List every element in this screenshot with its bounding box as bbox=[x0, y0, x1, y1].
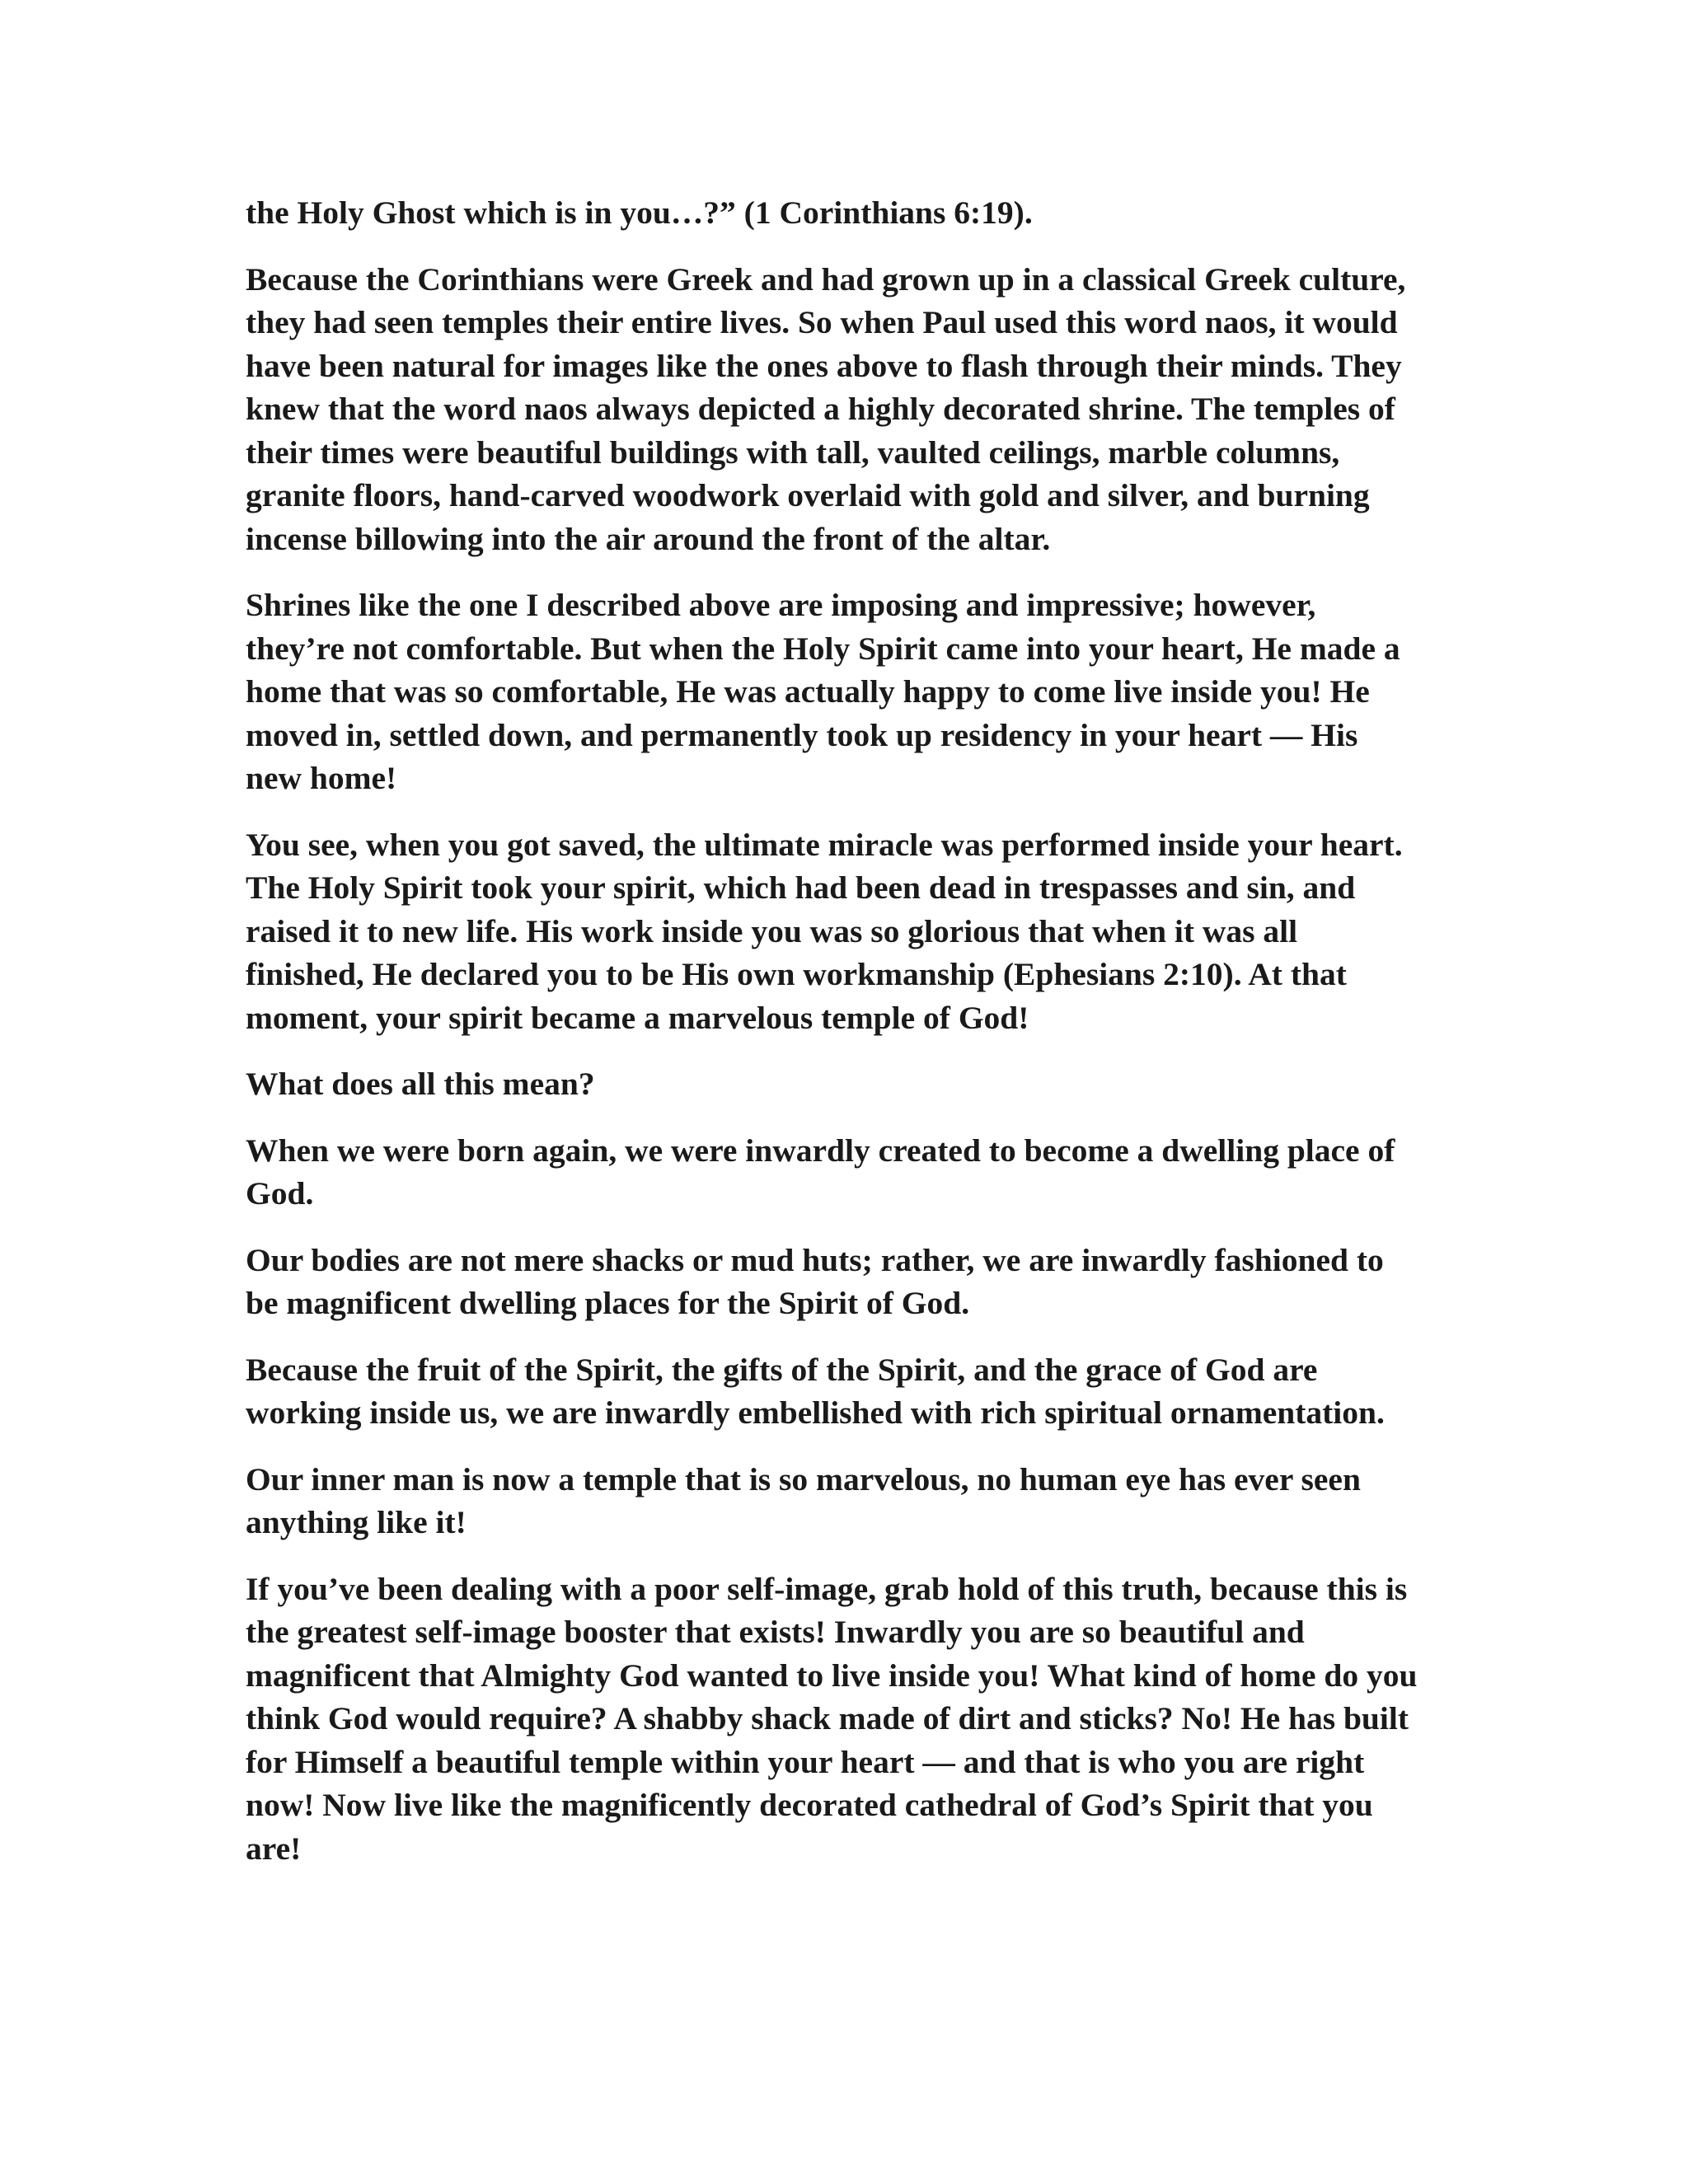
text-line: working inside us, we are inwardly embellished with rich spiritual ornamentation. bbox=[246, 1394, 1385, 1431]
text-line: God. bbox=[246, 1175, 314, 1212]
text-line: incense billowing into the air around the front of the altar. bbox=[246, 520, 1051, 557]
paragraph bbox=[246, 1568, 1442, 1871]
text-line: have been natural for images like the ones above to flash through their minds. They bbox=[246, 347, 1402, 384]
text-line: granite floors, hand-carved woodwork overlaid with gold and silver, and burning bbox=[246, 477, 1370, 513]
text-line: moved in, settled down, and permanently took up residency in your heart — His bbox=[246, 716, 1358, 753]
text-line: the greatest self-image booster that exists! Inwardly you are so beautiful and bbox=[246, 1614, 1305, 1650]
text-line: they’re not comfortable. But when the Holy Spirit came into your heart, He made a bbox=[246, 630, 1400, 667]
text-line: think God would require? A shabby shack made of dirt and sticks? No! He has built bbox=[246, 1700, 1409, 1736]
paragraph bbox=[246, 1348, 1442, 1435]
text-line: Our inner man is now a temple that is so marvelous, no human eye has ever seen bbox=[246, 1460, 1361, 1497]
text-line: magnificent that Almighty God wanted to live inside you! What kind of home do you bbox=[246, 1657, 1418, 1694]
paragraph bbox=[246, 1129, 1442, 1216]
text-line: If you’ve been dealing with a poor self-image, grab hold of this truth, because this is bbox=[246, 1570, 1408, 1607]
text-line: they had seen temples their entire lives. So when Paul used this word naos, it would bbox=[246, 304, 1398, 340]
text-line: When we were born again, we were inwardly created to become a dwelling place of bbox=[246, 1132, 1395, 1169]
paragraph bbox=[246, 583, 1442, 800]
text-line: their times were beautiful buildings with tall, vaulted ceilings, marble columns, bbox=[246, 434, 1340, 471]
paragraph bbox=[246, 823, 1442, 1040]
paragraph bbox=[246, 1458, 1442, 1544]
text-line: knew that the word naos always depicted a highly decorated shrine. The temples of bbox=[246, 391, 1395, 427]
text-line: The Holy Spirit took your spirit, which had been dead in trespasses and sin, and bbox=[246, 869, 1356, 906]
text-line: be magnificent dwelling places for the Spirit of God. bbox=[246, 1285, 970, 1321]
paragraph bbox=[246, 258, 1442, 561]
text-line: Because the fruit of the Spirit, the gifts of the Spirit, and the grace of God are bbox=[246, 1351, 1318, 1388]
paragraph bbox=[246, 1239, 1442, 1325]
document-body bbox=[246, 191, 1442, 1893]
text-line: new home! bbox=[246, 760, 397, 796]
text-line: now! Now live like the magnificently decorated cathedral of God’s Spirit that you bbox=[246, 1787, 1373, 1823]
paragraph bbox=[246, 191, 1442, 235]
text-line: are! bbox=[246, 1830, 302, 1867]
text-line: finished, He declared you to be His own workmanship (Ephesians 2:10). At that bbox=[246, 956, 1347, 992]
text-line: moment, your spirit became a marvelous temple of God! bbox=[246, 999, 1029, 1036]
text-line: raised it to new life. His work inside you was so glorious that when it was all bbox=[246, 912, 1298, 949]
text-line: for Himself a beautiful temple within your heart — and that is who you are right bbox=[246, 1743, 1365, 1780]
text-line: anything like it! bbox=[246, 1504, 467, 1540]
text-line: the Holy Ghost which is in you…?” (1 Corinthians 6:19). bbox=[246, 194, 1033, 231]
paragraph bbox=[246, 1062, 1442, 1106]
text-line: Our bodies are not mere shacks or mud huts; rather, we are inwardly fashioned to bbox=[246, 1241, 1384, 1278]
text-line: Because the Corinthians were Greek and had grown up in a classical Greek culture, bbox=[246, 260, 1406, 298]
text-line: You see, when you got saved, the ultimate miracle was performed inside your heart. bbox=[246, 826, 1403, 863]
text-line: Shrines like the one I described above are imposing and impressive; however, bbox=[246, 587, 1316, 623]
text-line: What does all this mean? bbox=[246, 1066, 595, 1102]
text-line: home that was so comfortable, He was actually happy to come live inside you! He bbox=[246, 673, 1370, 710]
